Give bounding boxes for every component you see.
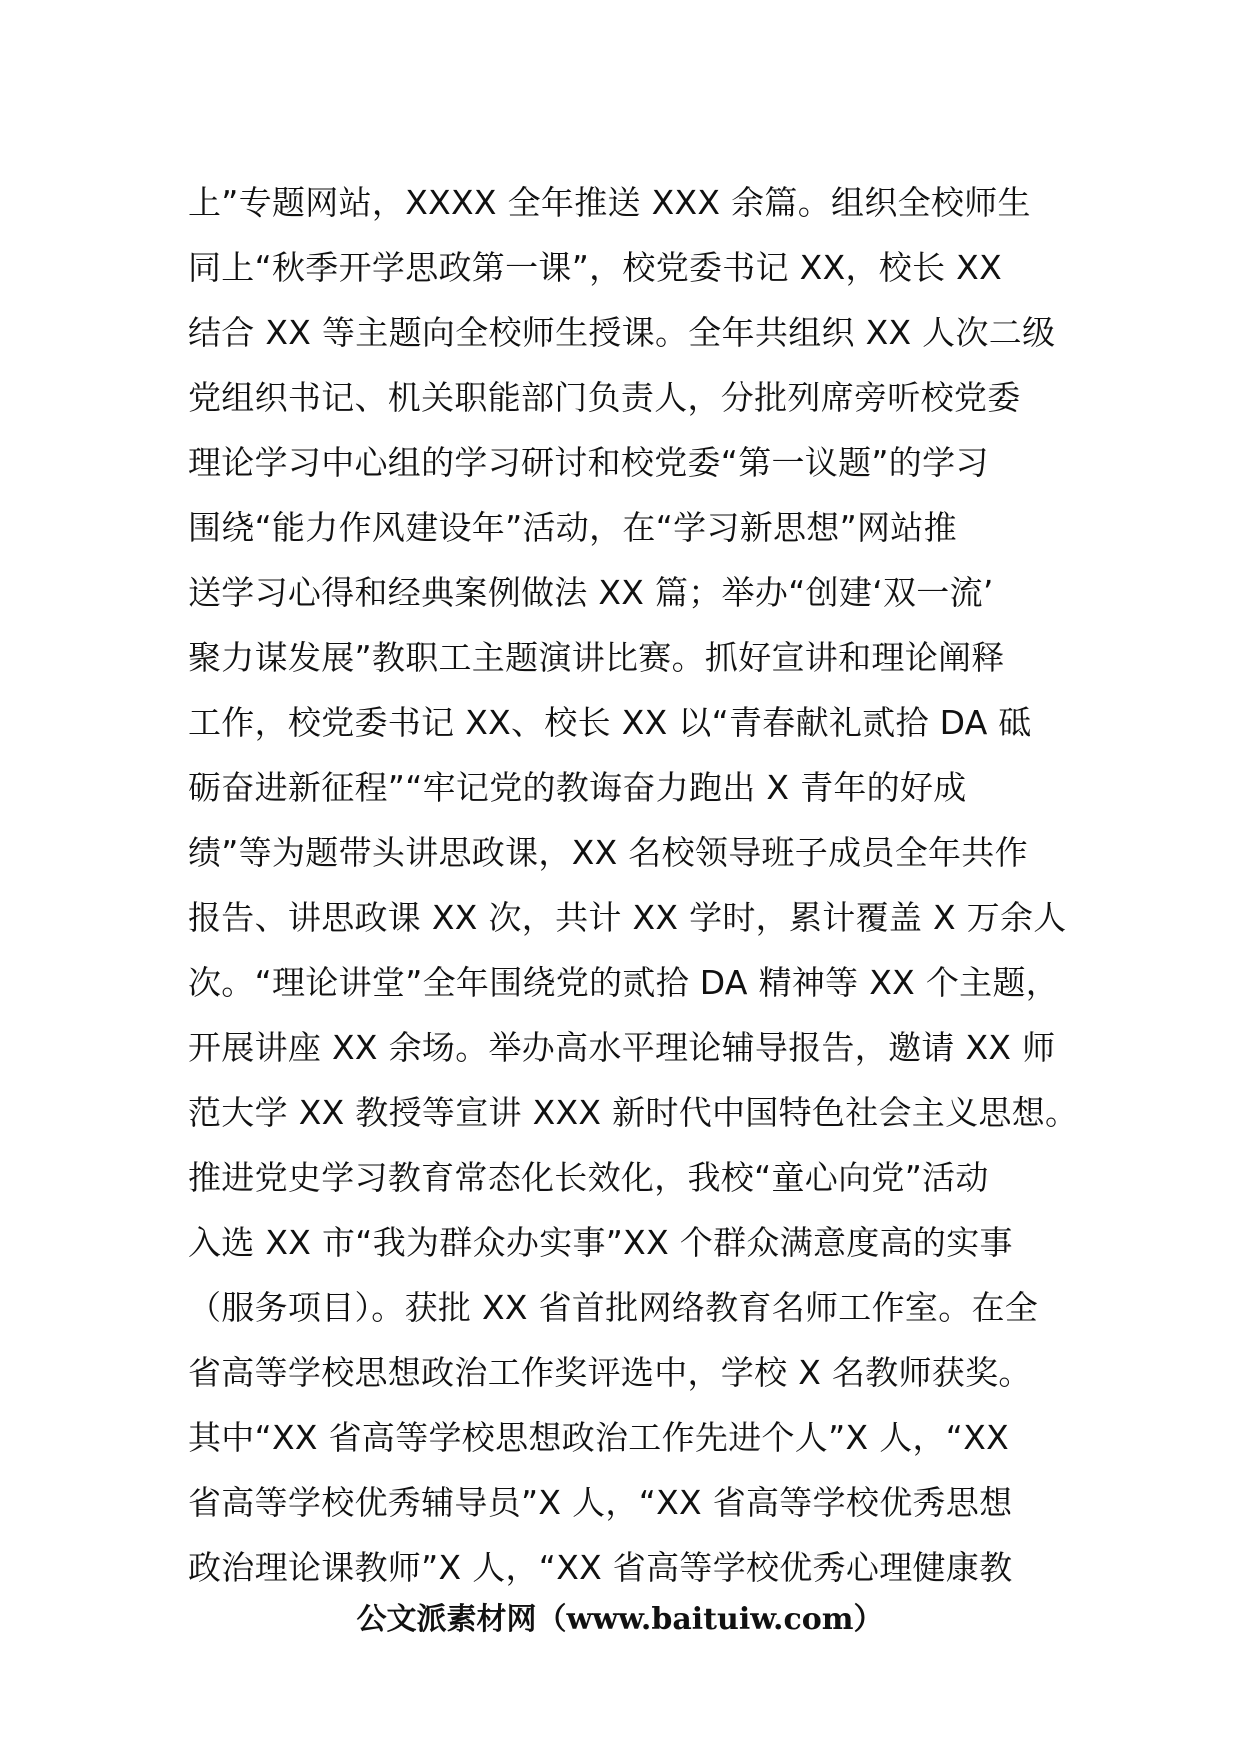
text-line: 政治理论课教师”X 人，“XX 省高等学校优秀心理健康教: [188, 1548, 1013, 1587]
text-line: 绩”等为题带头讲思政课，XX 名校领导班子成员全年共作: [188, 833, 1028, 872]
text-line: 结合 XX 等主题向全校师生授课。全年共组织 XX 人次二级: [188, 313, 1056, 352]
text-line: 报告、讲思政课 XX 次，共计 XX 学时，累计覆盖 X 万余人: [188, 898, 1067, 937]
text-line: 推进党史学习教育常态化长效化，我校“童心向党”活动: [188, 1158, 989, 1197]
text-line: 聚力谋发展”教职工主题演讲比赛。抓好宣讲和理论阐释: [188, 638, 1005, 677]
text-line: 入选 XX 市“我为群众办实事”XX 个群众满意度高的实事: [188, 1223, 1013, 1262]
text-line: 开展讲座 XX 余场。举办高水平理论辅导报告，邀请 XX 师: [188, 1028, 1056, 1067]
body-text: [188, 170, 1108, 1600]
text-line: 党组织书记、机关职能部门负责人，分批列席旁听校党委: [188, 378, 1021, 417]
text-line: 砺奋进新征程”“牢记党的教诲奋力跑出 X 青年的好成: [188, 768, 967, 807]
text-line: 送学习心得和经典案例做法 XX 篇；举办“创建‘双一流’: [188, 573, 994, 612]
text-line: 工作，校党委书记 XX、校长 XX 以“青春献礼贰拾 DA 砥: [188, 703, 1032, 742]
text-line: 范大学 XX 教授等宣讲 XXX 新时代中国特色社会主义思想。: [188, 1093, 1079, 1132]
text-line: 其中“XX 省高等学校思想政治工作先进个人”X 人，“XX: [188, 1418, 1010, 1457]
footer-watermark: 公文派素材网（www.baituiw.com）: [356, 1602, 884, 1637]
text-line: 省高等学校思想政治工作奖评选中，学校 X 名教师获奖。: [188, 1353, 1032, 1392]
text-line: 同上“秋季开学思政第一课”，校党委书记 XX，校长 XX: [188, 248, 1002, 287]
text-line: （服务项目）。获批 XX 省首批网络教育名师工作室。在全: [188, 1288, 1039, 1327]
text-line: 围绕“能力作风建设年”活动，在“学习新思想”网站推: [188, 508, 957, 547]
text-line: 次。“理论讲堂”全年围绕党的贰拾 DA 精神等 XX 个主题，: [188, 963, 1060, 1002]
text-line: 省高等学校优秀辅导员”X 人，“XX 省高等学校优秀思想: [188, 1483, 1013, 1522]
text-line: 理论学习中心组的学习研讨和校党委“第一议题”的学习: [188, 443, 989, 482]
text-line: 上”专题网站，XXXX 全年推送 XXX 余篇。组织全校师生: [188, 183, 1031, 222]
